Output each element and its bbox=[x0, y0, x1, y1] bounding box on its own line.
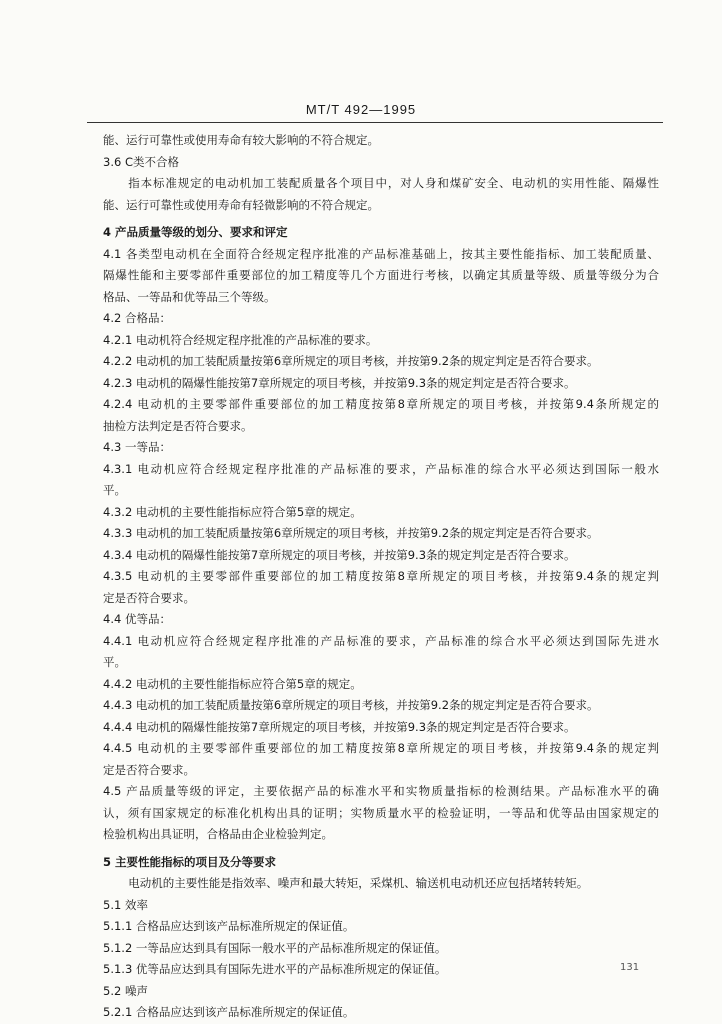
text-line: 4.3.2 电动机的主要性能指标应符合第5章的规定。 bbox=[103, 504, 362, 519]
text-line: 检验机构出具证明，合格品由企业检验判定。 bbox=[103, 827, 333, 841]
text-line: 4.3 一等品： bbox=[103, 440, 171, 454]
text-line: 定是否符合要求。 bbox=[103, 590, 195, 605]
header-rule bbox=[87, 122, 663, 123]
text-line: 4.5 产品质量等级的评定，主要依据产品的标准水平和实物质量指标的检测结果。产品标准水平的确 bbox=[103, 784, 659, 798]
text-line: 能、运行可靠性或使用寿命有轻微影响的不符合规定。 bbox=[103, 197, 379, 212]
text-line: 4.1 各类型电动机在全面符合经规定程序批准的产品标准基础上，按其主要性能指标、加工装配质量、 bbox=[103, 246, 659, 261]
text-line: 4.4 优等品： bbox=[103, 612, 171, 626]
text-line: 4.3.3 电动机的加工装配质量按第6章所规定的项目考核，并按第9.2条的规定判定是否符合要求。 bbox=[103, 526, 599, 540]
text-line: 格品、一等品和优等品三个等级。 bbox=[103, 289, 276, 304]
text-line: 4.4.4 电动机的隔爆性能按第7章所规定的项目考核，并按第9.3条的规定判定是否符合要求。 bbox=[103, 719, 576, 734]
text-line: 4.3.5 电动机的主要零部件重要部位的加工精度按第8章所规定的项目考核，并按第9.4条的规定判 bbox=[103, 569, 659, 583]
text-line: 5.1.3 优等品应达到具有国际先进水平的产品标准所规定的保证值。 bbox=[103, 962, 447, 976]
text-line: 5.1.1 合格品应达到该产品标准所规定的保证值。 bbox=[103, 919, 355, 933]
text-line: 认，须有国家规定的标准化机构出具的证明；实物质量水平的检验证明，一等品和优等品由国家规定的 bbox=[103, 805, 659, 820]
document-body bbox=[103, 130, 659, 1024]
text-line: 4.4.5 电动机的主要零部件重要部位的加工精度按第8章所规定的项目考核，并按第9.4条的规定判 bbox=[103, 741, 659, 755]
text-line: 能、运行可靠性或使用寿命有较大影响的不符合规定。 bbox=[103, 133, 379, 147]
page-number: 131 bbox=[620, 962, 640, 973]
text-line: 4.2.3 电动机的隔爆性能按第7章所规定的项目考核，并按第9.3条的规定判定是否符合要求。 bbox=[103, 375, 576, 390]
text-line: 4.2.2 电动机的加工装配质量按第6章所规定的项目考核，并按第9.2条的规定判定是否符合要求。 bbox=[103, 354, 599, 368]
text-line: 指本标准规定的电动机加工装配质量各个项目中，对人身和煤矿安全、电动机的实用性能、隔爆性 bbox=[128, 176, 659, 190]
text-line: 抽检方法判定是否符合要求。 bbox=[103, 418, 253, 433]
text-line: 5.1 效率 bbox=[103, 897, 148, 912]
text-line: 5.2 噪声 bbox=[103, 983, 148, 998]
text-line: 3.6 C类不合格 bbox=[103, 154, 179, 169]
page-header: MT/T 492—1995 bbox=[305, 102, 417, 117]
text-line: 5.1.2 一等品应达到具有国际一般水平的产品标准所规定的保证值。 bbox=[103, 940, 447, 955]
text-line: 平。 bbox=[103, 483, 126, 497]
text-line: 4.4.3 电动机的加工装配质量按第6章所规定的项目考核，并按第9.2条的规定判定是否符合要求。 bbox=[103, 698, 599, 712]
text-line: 4.2.1 电动机符合经规定程序批准的产品标准的要求。 bbox=[103, 332, 378, 347]
text-line: 定是否符合要求。 bbox=[103, 762, 195, 777]
text-line: 4.2.4 电动机的主要零部件重要部位的加工精度按第8章所规定的项目考核，并按第9.4条所规定的 bbox=[103, 397, 659, 411]
text-line: 4.4.2 电动机的主要性能指标应符合第5章的规定。 bbox=[103, 676, 362, 691]
text-line: 电动机的主要性能是指效率、噪声和最大转矩，采煤机、输送机电动机还应包括堵转转矩。 bbox=[128, 876, 589, 890]
text-line: 5.2.1 合格品应达到该产品标准所规定的保证值。 bbox=[103, 1005, 355, 1019]
text-line: 4.3.1 电动机应符合经规定程序批准的产品标准的要求，产品标准的综合水平必须达到国际一般水 bbox=[103, 461, 659, 476]
text-line: 平。 bbox=[103, 655, 126, 669]
text-line: 隔爆性能和主要零部件重要部位的加工精度等几个方面进行考核，以确定其质量等级、质量等级分为合 bbox=[103, 268, 659, 282]
text-line: 4.3.4 电动机的隔爆性能按第7章所规定的项目考核，并按第9.3条的规定判定是否符合要求。 bbox=[103, 547, 576, 562]
text-line: 4.4.1 电动机应符合经规定程序批准的产品标准的要求，产品标准的综合水平必须达到国际先进水 bbox=[103, 633, 659, 648]
section-heading: 4 产品质量等级的划分、要求和评定 bbox=[103, 225, 288, 239]
section-heading: 5 主要性能指标的项目及分等要求 bbox=[103, 854, 277, 869]
text-line: 4.2 合格品： bbox=[103, 311, 171, 325]
